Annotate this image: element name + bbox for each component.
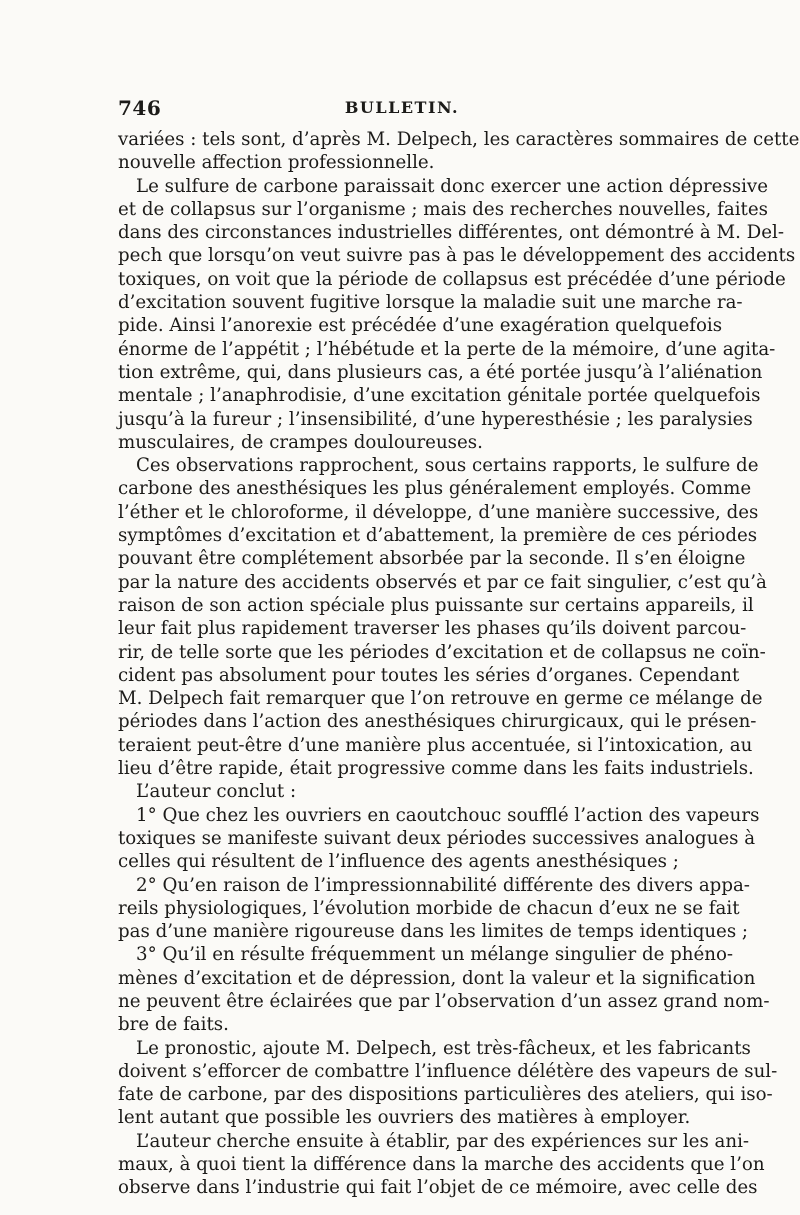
text-line: L’auteur cherche ensuite à établir, par des expériences sur les ani- [136, 1130, 750, 1152]
text-line: ne peuvent être éclairées que par l’observation d’un assez grand nom- [118, 990, 770, 1012]
text-line: 3° Qu’il en résulte fréquemment un mélange singulier de phéno- [136, 944, 734, 966]
text-line: 2° Qu’en raison de l’impressionnabilité différente des divers appa- [136, 874, 750, 896]
body-text [118, 128, 800, 1200]
text-line: Le pronostic, ajoute M. Delpech, est très-fâcheux, et les fabricants [136, 1037, 751, 1059]
text-line: Le sulfure de carbone paraissait donc exercer une action dépressive [136, 175, 768, 197]
text-line: l’éther et le chloroforme, il développe, d’une manière successive, des [118, 501, 759, 523]
text-line: rir, de telle sorte que les périodes d’excitation et de collapsus ne coïn- [118, 641, 766, 663]
text-line: raison de son action spéciale plus puissante sur certains appareils, il [118, 594, 754, 616]
text-line: observe dans l’industrie qui fait l’objet de ce mémoire, avec celle des [118, 1177, 758, 1199]
text-line: mènes d’excitation et de dépression, dont la valeur et la signification [118, 967, 756, 989]
running-title: BULLETIN. [344, 98, 460, 117]
text-line: tion extrême, qui, dans plusieurs cas, a été portée jusqu’à l’aliénation [118, 361, 763, 383]
text-line: leur fait plus rapidement traverser les phases qu’ils doivent parcou- [118, 618, 747, 640]
text-line: maux, à quoi tient la différence dans la marche des accidents que l’on [118, 1154, 765, 1176]
text-line: doivent s’efforcer de combattre l’influence délétère des vapeurs de sul- [118, 1060, 778, 1082]
text-line: L’auteur conclut : [136, 781, 297, 803]
text-line: énorme de l’appétit ; l’hébétude et la perte de la mémoire, d’une agita- [118, 338, 776, 360]
text-line: pouvant être complétement absorbée par la seconde. Il s’en éloigne [118, 548, 746, 570]
page-header [118, 96, 686, 122]
text-line: pas d’une manière rigoureuse dans les limites de temps identiques ; [118, 921, 749, 943]
page-number: 746 [118, 96, 162, 120]
text-line: fate de carbone, par des dispositions particulières des ateliers, qui iso- [118, 1084, 773, 1106]
text-line: symptômes d’excitation et d’abattement, la première de ces périodes [118, 525, 758, 547]
text-line: toxiques, on voit que la période de collapsus est précédée d’une période [118, 268, 786, 290]
text-line: toxiques se manifeste suivant deux périodes successives analogues à [118, 827, 756, 849]
text-line: 1° Que chez les ouvriers en caoutchouc soufflé l’action des vapeurs [136, 804, 760, 826]
text-line: musculaires, de crampes douloureuses. [118, 431, 483, 453]
text-line: lieu d’être rapide, était progressive comme dans les faits industriels. [118, 758, 754, 780]
text-line: reils physiologiques, l’évolution morbide de chacun d’eux ne se fait [118, 897, 740, 919]
text-line: par la nature des accidents observés et par ce fait singulier, c’est qu’à [118, 571, 767, 593]
text-line: M. Delpech fait remarquer que l’on retrouve en germe ce mélange de [118, 688, 763, 710]
text-line: Ces observations rapprochent, sous certains rapports, le sulfure de [136, 455, 759, 477]
text-line: d’excitation souvent fugitive lorsque la maladie suit une marche ra- [118, 292, 743, 314]
text-line: dans des circonstances industrielles différentes, ont démontré à M. Del- [118, 222, 784, 244]
text-line: carbone des anesthésiques les plus généralement employés. Comme [118, 478, 752, 500]
text-line: lent autant que possible les ouvriers des matières à employer. [118, 1107, 691, 1129]
text-line: cident pas absolument pour toutes les séries d’organes. Cependant [118, 664, 740, 686]
text-line: bre de faits. [118, 1014, 229, 1036]
text-line: jusqu’à la fureur ; l’insensibilité, d’une hyperesthésie ; les paralysies [118, 408, 753, 430]
text-line: variées : tels sont, d’après M. Delpech, les caractères sommaires de cette [118, 129, 800, 150]
text-line: celles qui résultent de l’influence des agents anesthésiques ; [118, 851, 679, 873]
text-line: périodes dans l’action des anesthésiques chirurgicaux, qui le présen- [118, 711, 757, 733]
text-line: nouvelle affection professionnelle. [118, 152, 435, 174]
text-line: pide. Ainsi l’anorexie est précédée d’une exagération quelquefois [118, 315, 723, 337]
text-line: teraient peut-être d’une manière plus accentuée, si l’intoxication, au [118, 734, 753, 756]
text-line: pech que lorsqu’on veut suivre pas à pas le développement des accidents [118, 245, 796, 267]
text-line: et de collapsus sur l’organisme ; mais des recherches nouvelles, faites [118, 198, 768, 220]
text-line: mentale ; l’anaphrodisie, d’une excitation génitale portée quelquefois [118, 385, 761, 407]
